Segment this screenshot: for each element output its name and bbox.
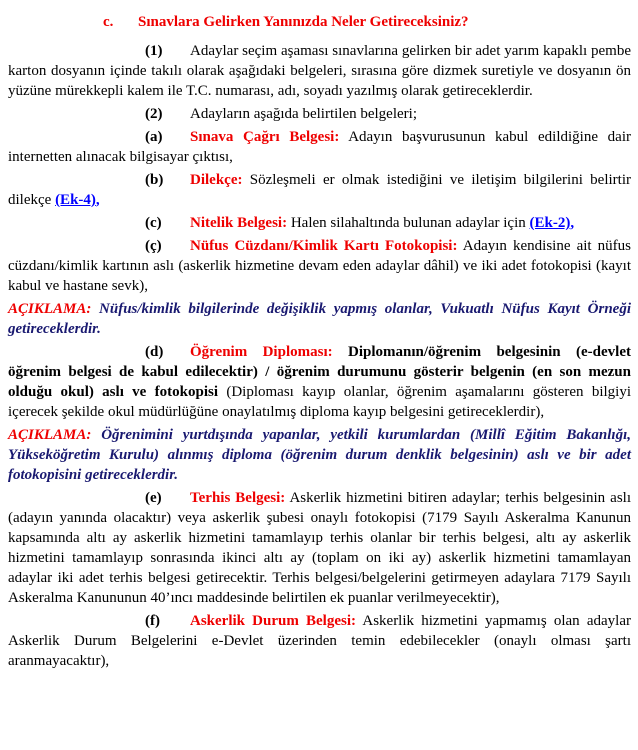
text-run: Askerlik Durum Belgesi: (190, 613, 357, 629)
link-ek-4[interactable]: (Ek-4) (55, 192, 96, 208)
section-heading (8, 12, 631, 32)
link-ek-2[interactable]: (Ek-2) (529, 215, 571, 231)
item-c (8, 213, 631, 233)
item-2-label: (2) (145, 106, 163, 122)
text-run: Adayların aşağıda belirtilen belgeleri; (190, 106, 417, 122)
text-run: Adayın başvurusunun kabul edildiğine dair internetten alınacak bilgisayar çıktısı, (8, 129, 631, 165)
text-run: , (570, 215, 575, 231)
item-a (8, 127, 631, 167)
item-e (8, 488, 631, 608)
text-run: Nitelik Belgesi: (190, 215, 288, 231)
item-c-cedilla-label: (ç) (145, 238, 162, 254)
item-2 (8, 104, 631, 124)
text-run: Diplomanın/öğrenim belgesinin (e-devlet öğrenim belgesi de kabul edilecektir) / öğrenim durumunu gösterir belgenin (en son mezun olduğu okul) aslı ve fotokopisi (8, 344, 631, 400)
text-run: Öğrenim Diploması: (190, 344, 333, 360)
text-run: Adayın kendisine ait nüfus cüzdanı/kimlik kartının aslı (askerlik hizmetine devam eden adaylar dâhil) ve iki adet fotokopisi (kayıt kabul ve hastane sevk), (8, 238, 631, 294)
text-run: Sınava Çağrı Belgesi: (190, 129, 340, 145)
text-run: Nüfus Cüzdanı/Kimlik Kartı Fotokopisi: (190, 238, 458, 254)
item-c-cedilla (8, 236, 631, 296)
section-heading-label: c. (103, 14, 114, 30)
text-run: Terhis Belgesi: (190, 490, 286, 506)
item-c-label: (c) (145, 215, 162, 231)
item-b-label: (b) (145, 172, 164, 188)
aciklama-1 (8, 299, 631, 339)
text-run: Nüfus/kimlik bilgilerinde değişiklik yapmış olanlar, Vukuatlı Nüfus Kayıt Örneği getireceklerdir. (8, 301, 631, 337)
item-f-label: (f) (145, 613, 160, 629)
item-d (8, 342, 631, 422)
text-run: Adaylar seçim aşaması sınavlarına gelirken bir adet yarım kapaklı pembe karton dosyanın içinde takılı olarak aşağıdaki belgeleri, sırasına göre dizmek suretiyle ve dosyanın ön yüzüne mürekkepli kalem ile T.C. numarası, adı, soyadı yazılmış olarak getireceklerdir. (8, 43, 631, 99)
text-run: , (95, 192, 100, 208)
text-run: Dilekçe: (190, 172, 243, 188)
item-d-label: (d) (145, 344, 164, 360)
text-run: Sözleşmeli er olmak istediğini ve iletişim bilgilerini belirtir dilekçe (8, 172, 631, 208)
item-f (8, 611, 631, 671)
item-1 (8, 41, 631, 101)
item-b (8, 170, 631, 210)
item-e-label: (e) (145, 490, 162, 506)
text-run: Öğrenimini yurtdışında yapanlar, yetkili kurumlardan (Millî Eğitim Bakanlığı, Yükseköğretim Kurulu) alınmış diploma (öğrenim durum denklik belgesinin) aslı ve bir adet fotokopisini getireceklerdir. (8, 427, 631, 483)
text-run: AÇIKLAMA: (8, 301, 92, 317)
text-run: AÇIKLAMA: (8, 427, 92, 443)
text-run: (Diploması kayıp olanlar, öğrenim aşamalarını gösteren bilgiyi içerecek şekilde okul müdürlüğüne onaylatılmış diploma kayıp belgesini getireceklerdir), (8, 384, 631, 420)
text-run: Sınavlara Gelirken Yanınızda Neler Getireceksiniz? (138, 14, 469, 30)
item-1-label: (1) (145, 43, 163, 59)
text-run: Halen silahaltında bulunan adaylar için (287, 215, 530, 231)
text-run: Askerlik hizmetini bitiren adaylar; terhis belgesinin aslı (adayın yanında olacaktır) veya askerlik şubesi onaylı fotokopisi (7179 Sayılı Askeralma Kanunun kapsamında altı ay askerlik hizmetini tamamlayıp terhis olanlar bir terhis belgesi, altı ay askerlik hizmetini tamamlayıp sonrasında ikinci altı ay (toplam on iki ay) askerlik hizmetini tamamlayan adaylar iki adet terhis belgesi getirecektir. Terhis belgesi/belgelerini getirmeyen adaylara 7179 Sayılı Askeralma Kanununun 40’ıncı maddesinde belirtilen ek puanlar verilmeyecektir), (8, 490, 631, 606)
aciklama-2 (8, 425, 631, 485)
text-run: Askerlik hizmetini yapmamış olan adaylar Askerlik Durum Belgelerini e-Devlet üzerinden temin edebilecekler (onaylı olması şartı aranmayacaktır), (8, 613, 631, 669)
item-a-label: (a) (145, 129, 163, 145)
